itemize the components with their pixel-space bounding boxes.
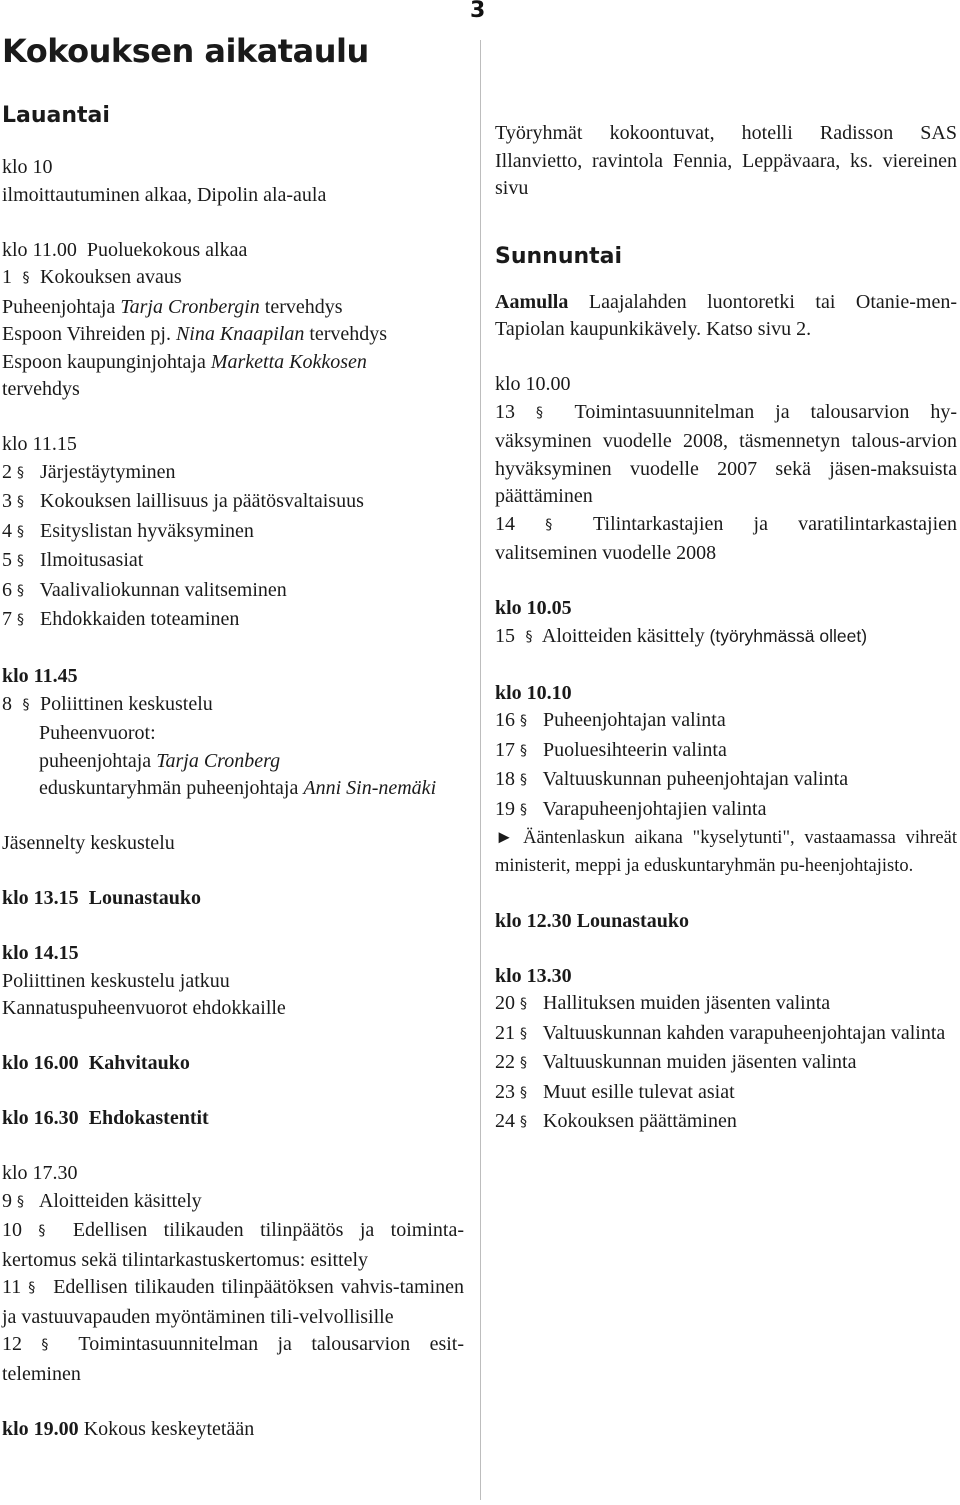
section-sign: § (520, 772, 527, 788)
time-label: klo 13.30 (495, 964, 572, 987)
column-divider (480, 40, 481, 1500)
time-label: klo 13.15 (2, 887, 79, 909)
event-title: Lounastauko (88, 887, 201, 909)
time-label: klo 14.15 (2, 942, 79, 964)
item-number: 23 (495, 1080, 515, 1103)
time-label: klo 11.15 (2, 433, 77, 455)
page-title: Kokouksen aikataulu (2, 32, 369, 70)
schedule-heading (2, 885, 464, 913)
agenda-item (495, 707, 957, 737)
agenda-item (2, 1188, 464, 1218)
agenda-list (495, 399, 957, 568)
time-label: klo 19.00 (2, 1417, 79, 1440)
event-title: Lounastauko (576, 909, 689, 932)
agenda-item (2, 1274, 464, 1331)
section-sign: § (28, 1280, 36, 1296)
workgroup-note: Työryhmät kokoontuvat, hotelli Radisson SAS Illanvietto, ravintola Fennia, Leppävaara, ks. viereinen sivu (495, 122, 957, 199)
item-number: 17 (495, 738, 515, 761)
person-name: Anni Sin-nemäki (303, 777, 437, 799)
item-number: 13 (495, 400, 515, 423)
agenda-item (2, 459, 464, 489)
section-sign: § (520, 713, 527, 729)
section-sign: § (17, 464, 24, 481)
agenda-item (2, 264, 464, 294)
item-number: 10 (2, 1219, 22, 1241)
speaker-heading: Puheenvuorot: (39, 722, 156, 744)
agenda-item (495, 399, 957, 511)
time-label: klo 16.30 (2, 1107, 79, 1129)
item-number: 11 (2, 1276, 22, 1298)
agenda-item (2, 691, 464, 721)
greeting-line: Puheenjohtaja Tarja Cronbergin tervehdys (2, 295, 343, 318)
item-number: 1 (2, 266, 12, 288)
time-label: klo 12.30 (495, 909, 572, 932)
item-text: Kokouksen laillisuus ja päätösvaltaisuus (40, 490, 364, 512)
item-text: Valtuuskunnan kahden varapuheenjohtajan valinta (542, 1021, 946, 1044)
time-label: klo 10.10 (495, 681, 572, 704)
section-sign: § (520, 1114, 527, 1130)
agenda-item (2, 606, 464, 636)
schedule-heading (2, 237, 464, 265)
item-number: 8 (2, 692, 12, 715)
time-label: klo 16.00 (2, 1052, 79, 1074)
schedule-heading (495, 908, 957, 936)
agenda-item (495, 990, 957, 1020)
item-text: Kokouksen avaus (40, 266, 182, 288)
item-number: 3 (2, 490, 12, 512)
agenda-list (2, 1188, 464, 1389)
item-number: 20 (495, 992, 515, 1014)
item-number: 5 (2, 549, 12, 571)
morning-label: Aamulla (495, 290, 569, 313)
schedule-text: Jäsennelty keskustelu (2, 832, 175, 854)
left-column (2, 30, 464, 1443)
agenda-item (495, 1079, 957, 1109)
agenda-item (2, 488, 464, 518)
item-text: Edellisen tilikauden tilinpäätös ja toiminta-kertomus sekä tilintarkastuskertomus: esittely (2, 1219, 464, 1271)
greeting-line: Espoon kaupunginjohtaja Marketta Kokkosen tervehdys (2, 350, 367, 400)
item-number: 9 (2, 1189, 12, 1212)
item-text: Varapuheenjohtajien valinta (542, 797, 767, 820)
section-sign: § (17, 1193, 24, 1210)
item-text: Poliittinen keskustelu (40, 692, 213, 715)
item-text: Aloitteiden käsittely (38, 1189, 202, 1212)
time-label: klo 10.00 (495, 373, 571, 395)
agenda-item (495, 511, 957, 568)
morning-note: Aamulla Laajalahden luontoretki tai Otanie-men-Tapiolan kaupunkikävely. Katso sivu 2. (495, 290, 957, 340)
agenda-list (495, 707, 957, 825)
item-number: 12 (2, 1333, 22, 1355)
item-text: Puheenjohtajan valinta (543, 709, 726, 731)
event-title: Puoluekokous alkaa (86, 238, 248, 261)
agenda-list (495, 990, 957, 1138)
item-text: Järjestäytyminen (40, 460, 176, 483)
item-text: Puoluesihteerin valinta (543, 738, 727, 761)
person-name: Tarja Cronbergin (120, 295, 260, 318)
section-sign: § (41, 1337, 49, 1353)
time-label: klo 10 (2, 156, 53, 178)
schedule-text: Kannatuspuheenvuorot ehdokkaille (2, 997, 286, 1019)
item-number: 19 (495, 797, 515, 820)
agenda-item (2, 577, 464, 607)
section-sign: § (520, 996, 527, 1012)
agenda-item (495, 1108, 957, 1138)
item-number: 6 (2, 578, 12, 601)
greeting-line: Espoon Vihreiden pj. Nina Knaapilan tervehdys (2, 323, 388, 345)
person-name: Tarja Cronberg (156, 749, 281, 772)
agenda-item (495, 1049, 957, 1079)
item-number: 2 (2, 460, 12, 483)
item-text: Esityslistan hyväksyminen (40, 519, 254, 542)
day-heading-sunday: Sunnuntai (495, 243, 623, 269)
event-title: Kahvitauko (88, 1052, 190, 1074)
item-number: 21 (495, 1021, 515, 1044)
section-sign: § (17, 553, 24, 569)
day-heading-saturday: Lauantai (2, 103, 110, 128)
agenda-item (495, 737, 957, 767)
schedule-text: ilmoittautuminen alkaa, Dipolin ala-aula (2, 183, 327, 206)
item-text: Edellisen tilikauden tilinpäätöksen vahvis-taminen ja vastuuvapauden myöntäminen tili-velvollisille (2, 1276, 465, 1328)
agenda-item (2, 1331, 464, 1388)
item-text: Hallituksen muiden jäsenten valinta (543, 992, 831, 1014)
item-number: 4 (2, 519, 12, 542)
agenda-item (2, 547, 464, 577)
agenda-item (2, 1217, 464, 1274)
person-name: Marketta Kokkosen (210, 350, 367, 373)
time-label: klo 10.05 (495, 597, 572, 619)
item-number: 7 (2, 608, 12, 630)
section-sign: § (545, 516, 553, 533)
time-label: klo 17.30 (2, 1162, 78, 1184)
item-note: (työryhmässä olleet) (704, 625, 868, 646)
item-number: 22 (495, 1051, 515, 1073)
section-sign: § (520, 1025, 527, 1042)
section-sign: § (535, 404, 543, 421)
item-number: 18 (495, 768, 515, 790)
right-column (495, 120, 957, 1138)
item-number: 15 (495, 624, 515, 647)
section-sign: § (22, 696, 30, 713)
item-text: Vaalivaliokunnan valitseminen (39, 578, 287, 601)
agenda-item (2, 518, 464, 548)
section-sign: § (525, 628, 533, 645)
item-number: 14 (495, 512, 515, 535)
event-title: Kokous keskeytetään (83, 1417, 255, 1440)
agenda-item (495, 623, 957, 653)
time-label: klo 11.00 (2, 238, 77, 261)
section-sign: § (17, 523, 24, 540)
item-text: Muut esille tulevat asiat (543, 1080, 735, 1103)
item-text: Tilintarkastajien ja varatilintarkastajien valitseminen vuodelle 2008 (495, 512, 957, 564)
schedule-heading (2, 1416, 464, 1444)
schedule-text: Poliittinen keskustelu jatkuu (2, 969, 230, 992)
person-name: Nina Knaapilan (175, 323, 305, 345)
agenda-item (495, 796, 957, 826)
page-number: 3 (470, 0, 486, 23)
item-text: Aloitteiden käsittely (541, 624, 705, 647)
item-text: Valtuuskunnan muiden jäsenten valinta (542, 1051, 857, 1073)
agenda-item (495, 766, 957, 796)
section-sign: § (17, 582, 24, 599)
schedule-heading (2, 1050, 464, 1078)
section-sign: § (520, 742, 527, 759)
section-sign: § (520, 1055, 527, 1071)
section-sign: § (38, 1223, 46, 1239)
tally-note: ► Ääntenlaskun aikana "kyselytunti", vastaamassa vihreät ministerit, meppi ja eduskuntaryhmän pu-heenjohtajisto. (495, 828, 957, 876)
section-sign: § (17, 494, 24, 510)
item-number: 24 (495, 1110, 515, 1132)
item-text: Toimintasuunnitelman ja talousarvion esit-teleminen (2, 1333, 465, 1385)
section-sign: § (17, 612, 24, 628)
item-text: Kokouksen päättäminen (543, 1110, 737, 1132)
agenda-item (495, 1020, 957, 1050)
speaker-line: eduskuntaryhmän puheenjohtaja Anni Sin-nemäki (39, 777, 437, 799)
item-number: 16 (495, 709, 515, 731)
agenda-list (2, 459, 464, 636)
item-text: Ilmoitusasiat (40, 549, 144, 571)
arrow-icon: ► (495, 828, 514, 848)
speaker-line: puheenjohtaja Tarja Cronberg (39, 749, 281, 772)
item-text: Toimintasuunnitelman ja talousarvion hy-väksyminen vuodelle 2008, täsmennetyn talous-arvion hyväksyminen vuodelle 2007 sekä jäsen-maksuista päättäminen (495, 400, 958, 507)
section-sign: § (520, 801, 527, 818)
item-text: Ehdokkaiden toteaminen (40, 608, 240, 630)
time-label: klo 11.45 (2, 665, 78, 687)
section-sign: § (520, 1084, 527, 1101)
section-sign: § (22, 270, 30, 286)
schedule-heading (2, 1105, 464, 1133)
event-title: Ehdokastentit (88, 1107, 209, 1129)
item-text: Valtuuskunnan puheenjohtajan valinta (542, 768, 849, 790)
